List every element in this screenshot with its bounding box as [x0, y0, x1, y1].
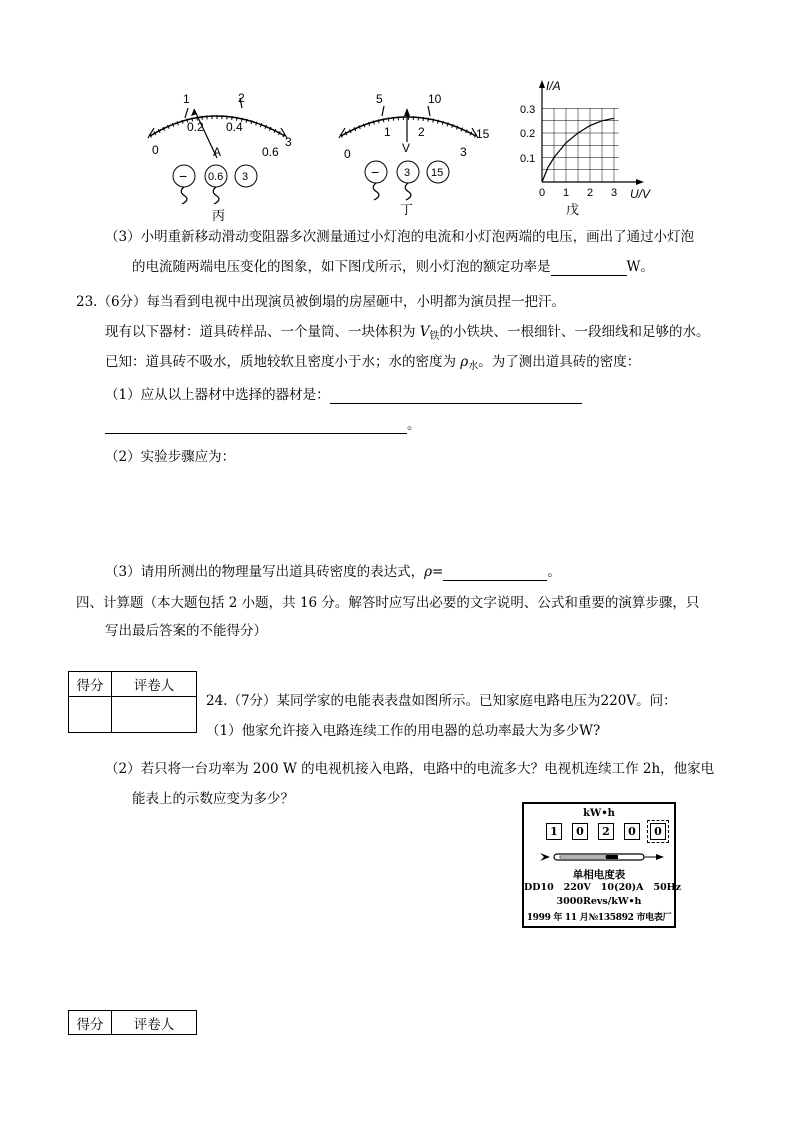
q23-head: 23.（6分）每当看到电视中出现演员被倒塌的房屋砸中，小明都为演员捏一把汗。 — [76, 294, 566, 310]
meter-unit: kW•h — [583, 808, 615, 819]
ammeter-caption: 丙 — [212, 208, 226, 223]
voltmeter-terminal-15: 15 — [431, 167, 444, 179]
meter-digit: 2 — [598, 823, 614, 840]
meter-digit-decimal: 0 — [650, 823, 666, 840]
q23-part3-end: 。 — [547, 564, 561, 580]
score-box — [68, 671, 197, 733]
voltmeter-terminal-3: 3 — [404, 167, 411, 179]
graph-y-axis-label: I/A — [546, 79, 561, 93]
ammeter-figure — [130, 86, 305, 226]
q23-part2: （2）实验步骤应为： — [105, 449, 236, 465]
ammeter-terminal-neg: − — [179, 168, 188, 184]
graph-caption: 戊 — [566, 202, 580, 217]
graph-y-tick: 0.1 — [520, 153, 536, 165]
q23-rho-sub: 水 — [468, 361, 479, 372]
q22-part3-line2 — [132, 258, 654, 276]
q22-part3-line1: （3）小明重新移动滑动变阻器多次测量通过小灯泡的电流和小灯泡两端的电压，画出了通过小灯泡 — [105, 229, 695, 245]
q22-part3-unit: W。 — [626, 259, 654, 275]
score-label: 得分 — [69, 672, 112, 697]
section4-line2: 写出最后答案的不能得分） — [105, 623, 267, 639]
q23-part3 — [105, 563, 561, 581]
meter-digit: 0 — [624, 823, 640, 840]
electric-meter — [522, 802, 682, 928]
voltmeter-caption: 丁 — [400, 202, 414, 217]
voltmeter-bottom-tick: 0 — [344, 147, 351, 161]
ammeter-terminal-3: 3 — [242, 171, 249, 183]
voltmeter-terminal-neg: − — [371, 164, 380, 180]
meter-digit: 0 — [572, 823, 588, 840]
voltmeter-bottom-tick: 1 — [384, 125, 391, 139]
graph-x-tick: 0 — [539, 187, 546, 199]
graph-y-tick: 0.2 — [520, 128, 536, 140]
q23-part1 — [105, 386, 582, 404]
q24-part1: （1）他家允许接入电路连续工作的用电器的总功率最大为多少W? — [206, 723, 601, 739]
q24-part2-line2: 能表上的示数应变为多少？ — [132, 791, 294, 807]
meter-spec: DD10 220V 10(20)A 50Hz — [524, 882, 682, 893]
q23-part1-cont — [105, 416, 421, 434]
score-cell[interactable] — [69, 697, 112, 733]
meter-disk-indicator — [540, 850, 664, 864]
ammeter-top-tick: 2 — [238, 91, 245, 105]
q23-rho-symbol: ρ — [460, 354, 469, 370]
voltmeter-bottom-tick: 3 — [460, 145, 467, 159]
voltmeter-figure — [326, 86, 501, 226]
q23-volume-var: V — [419, 324, 430, 340]
q23-known-text-2: 。为了测出道具砖的密度： — [478, 354, 641, 370]
ammeter-bottom-tick: 0.4 — [226, 120, 243, 134]
ammeter-top-tick: 1 — [183, 92, 190, 106]
ammeter-unit: A — [213, 145, 222, 159]
meter-digit: 1 — [546, 823, 562, 840]
graph-x-tick: 3 — [611, 187, 618, 199]
q23-part1-blank[interactable] — [330, 387, 582, 404]
section4-line1: 四、计算题（本大题包括 2 小题，共 16 分。解答时应写出必要的文字说明、公式和重要的演算步骤，只 — [76, 595, 700, 611]
score-box-2 — [68, 1010, 197, 1035]
ammeter-top-tick: 3 — [285, 135, 292, 149]
grader-cell[interactable] — [112, 697, 197, 733]
q23-part3-blank[interactable] — [443, 564, 547, 581]
graph-x-tick: 2 — [587, 187, 594, 199]
q23-part1-end: 。 — [407, 417, 421, 433]
meter-name: 单相电度表 — [572, 869, 626, 881]
graph-y-tick: 0.3 — [520, 104, 536, 116]
q23-known-text: 已知：道具砖不吸水，质地较软且密度小于水；水的密度为 — [105, 354, 461, 370]
q22-answer-blank[interactable] — [551, 259, 627, 276]
iu-graph — [512, 76, 662, 224]
q24-part2-line1: （2）若只将一台功率为 200 W 的电视机接入电路，电路中的电流多大？电视机连续工作 2h，他家电 — [105, 761, 715, 777]
ammeter-bottom-tick: 0.6 — [262, 145, 279, 159]
meter-revs: 3000Revs/kW•h — [556, 896, 642, 907]
ammeter-bottom-tick: 0.2 — [187, 120, 204, 134]
meter-maker: 1999 年 11 月№135892 市电表厂 — [526, 913, 672, 923]
voltmeter-top-tick: 5 — [376, 92, 383, 106]
q23-part1-text: （1）应从以上器材中选择的器材是： — [105, 387, 330, 403]
ammeter-terminal-06: 0.6 — [208, 171, 224, 183]
voltmeter-top-tick: 15 — [476, 127, 490, 141]
voltmeter-top-tick: 10 — [428, 92, 442, 106]
grader-label: 评卷人 — [112, 1011, 197, 1035]
q23-materials — [105, 323, 710, 346]
q23-part3-text: （3）请用所测出的物理量写出道具砖密度的表达式， — [105, 564, 425, 580]
voltmeter-unit: V — [402, 141, 411, 155]
q23-volume-sub: 铁 — [429, 331, 440, 342]
voltmeter-bottom-tick: 2 — [418, 125, 425, 139]
ammeter-bottom-tick: 0 — [152, 143, 159, 157]
q23-known — [105, 353, 640, 376]
q23-materials-text-2: 的小铁块、一根细针、一段细线和足够的水。 — [439, 324, 710, 340]
q24-head: 24.（7分）某同学家的电能表表盘如图所示。已知家庭电路电压为220V。问： — [206, 693, 677, 709]
q23-materials-text: 现有以下器材：道具砖样品、一个量筒、一块体积为 — [105, 324, 420, 340]
q23-part1-blank-2[interactable] — [105, 417, 407, 434]
graph-x-tick: 1 — [563, 187, 570, 199]
graph-x-axis-label: U/V — [630, 187, 651, 201]
score-label: 得分 — [69, 1011, 112, 1035]
q23-part3-rho: ρ= — [424, 564, 444, 580]
grader-label: 评卷人 — [112, 672, 197, 697]
q22-part3-text: 的电流随两端电压变化的图象，如下图戊所示，则小灯泡的额定功率是 — [132, 259, 551, 275]
